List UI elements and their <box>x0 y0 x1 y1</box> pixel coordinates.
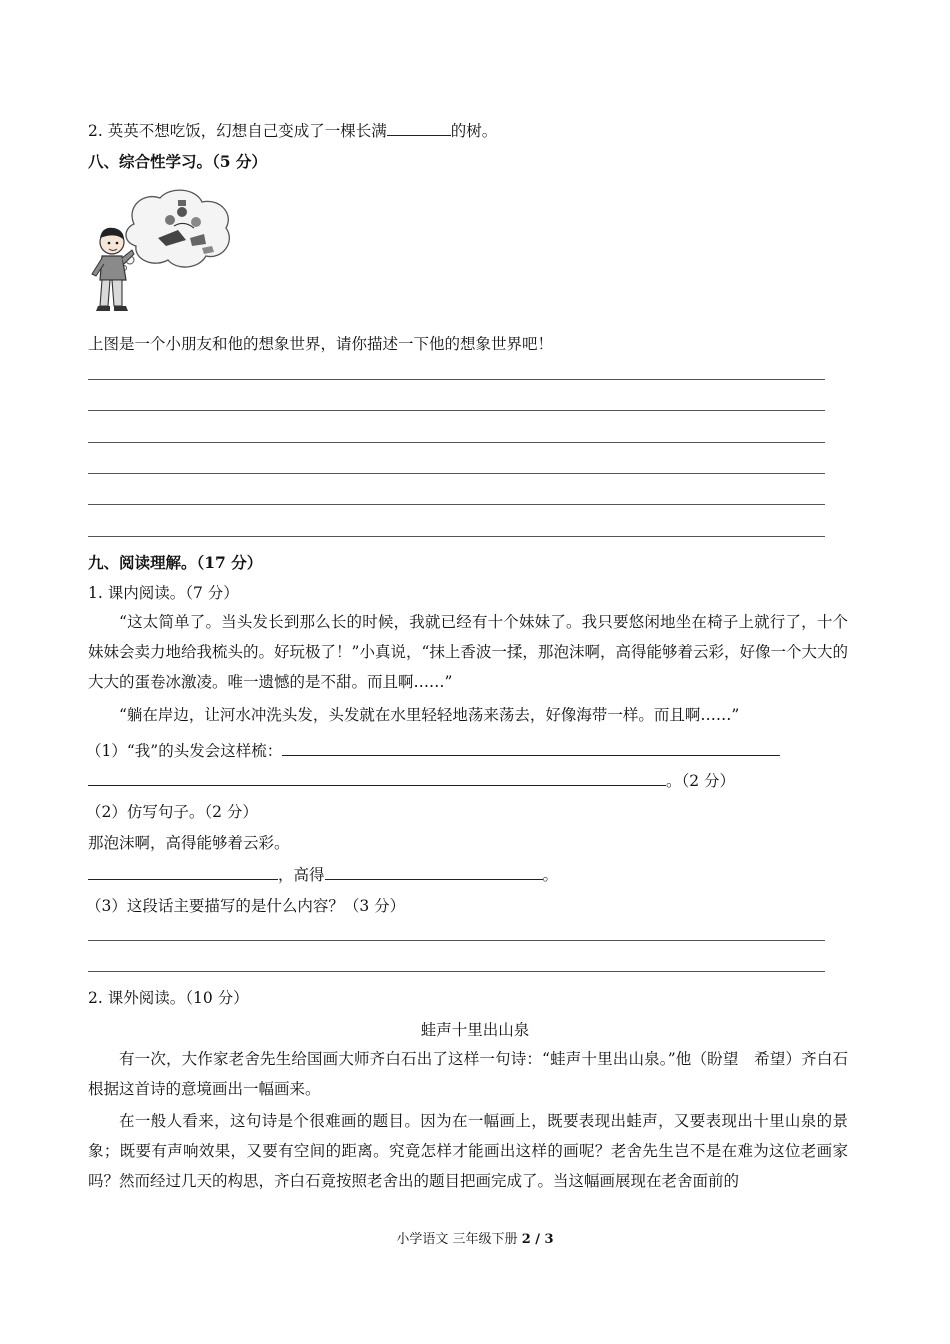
question-2-example: 那泡沫啊，高得能够着云彩。 <box>88 834 290 852</box>
story-paragraph: 有一次，大作家老舍先生给国画大师齐白石出了这样一句诗：“蛙声十里出山泉。”他（盼望 希望）齐白石根据这首诗的意境画出一幅画来。 <box>88 1050 848 1098</box>
section-8-prompt: 上图是一个小朋友和他的想象世界，请你描述一下他的想象世界吧！ <box>88 335 554 353</box>
section-8-heading: 八、综合性学习。（5 分） <box>88 152 267 171</box>
child-imagination-illustration <box>86 186 236 314</box>
answer-line[interactable] <box>88 410 825 411</box>
page-number: 2 / 3 <box>521 1232 554 1247</box>
question-2-fill <box>88 864 558 885</box>
answer-line[interactable] <box>88 940 825 941</box>
story-title: 蛙声十里出山泉 <box>420 1021 530 1039</box>
page-footer <box>0 1228 950 1247</box>
question-3-label: （3）这段话主要描写的是什么内容？（3 分） <box>86 897 406 915</box>
question-2-end: 。 <box>542 866 559 884</box>
part-2-title: 2. 课外阅读。（10 分） <box>88 989 249 1007</box>
reading-paragraph: “这太简单了。当头发长到那么长的时候，我就已经有十个妹妹了。我只要悠闲地坐在椅子上就行了，十个妹妹会卖力地给我梳头的。好玩极了！”小真说，“抹上香波一揉，那泡沫啊，高得能够着云彩，好像一个大大的大大的蛋卷冰激凌。唯一遗憾的是不甜。而且啊……” <box>88 613 848 691</box>
reading-paragraph: “躺在岸边，让河水冲洗头发，头发就在水里轻轻地荡来荡去，好像海带一样。而且啊……” <box>119 706 740 724</box>
answer-blank[interactable] <box>325 864 543 880</box>
answer-line[interactable] <box>88 473 825 474</box>
footer-label: 小学语文 三年级下册 <box>396 1232 518 1247</box>
question-2-mid: ，高得 <box>278 866 325 884</box>
question-suffix: 的树。 <box>450 122 498 140</box>
story-paragraph: 在一般人看来，这句诗是个很难画的题目。因为在一幅画上，既要表现出蛙声，又要表现出十里山泉的景象；既要有声响效果，又要有空间的距离。究竟怎样才能画出这样的画呢？老舍先生岂不是在难为这位老画家吗？然而经过几天的构思，齐白石竟按照老舍出的题目把画完成了。当这幅画展现在老舍面前的 <box>88 1112 848 1190</box>
answer-blank[interactable] <box>282 740 780 756</box>
question-2-label: （2）仿写句子。（2 分） <box>86 803 258 821</box>
question-1 <box>86 740 780 761</box>
section-9-heading: 九、阅读理解。（17 分） <box>88 553 263 572</box>
question-1-label: （1）“我”的头发会这样梳： <box>86 742 283 760</box>
question-1-score: 。（2 分） <box>666 772 736 790</box>
answer-line[interactable] <box>88 971 825 972</box>
answer-line[interactable] <box>88 504 825 505</box>
question-prefix: 2. 英英不想吃饭，幻想自己变成了一棵长满 <box>88 122 387 140</box>
question-1-continued <box>88 770 735 791</box>
fill-blank-question-2 <box>88 120 497 141</box>
boy-body <box>100 256 126 280</box>
thought-cloud <box>126 190 229 267</box>
boy-legs <box>100 280 122 306</box>
answer-line[interactable] <box>88 379 825 380</box>
answer-blank[interactable] <box>88 770 666 786</box>
answer-blank[interactable] <box>88 864 278 880</box>
answer-blank[interactable] <box>387 120 451 136</box>
answer-line[interactable] <box>88 536 825 537</box>
part-1-title: 1. 课内阅读。（7 分） <box>88 584 239 602</box>
answer-line[interactable] <box>88 442 825 443</box>
